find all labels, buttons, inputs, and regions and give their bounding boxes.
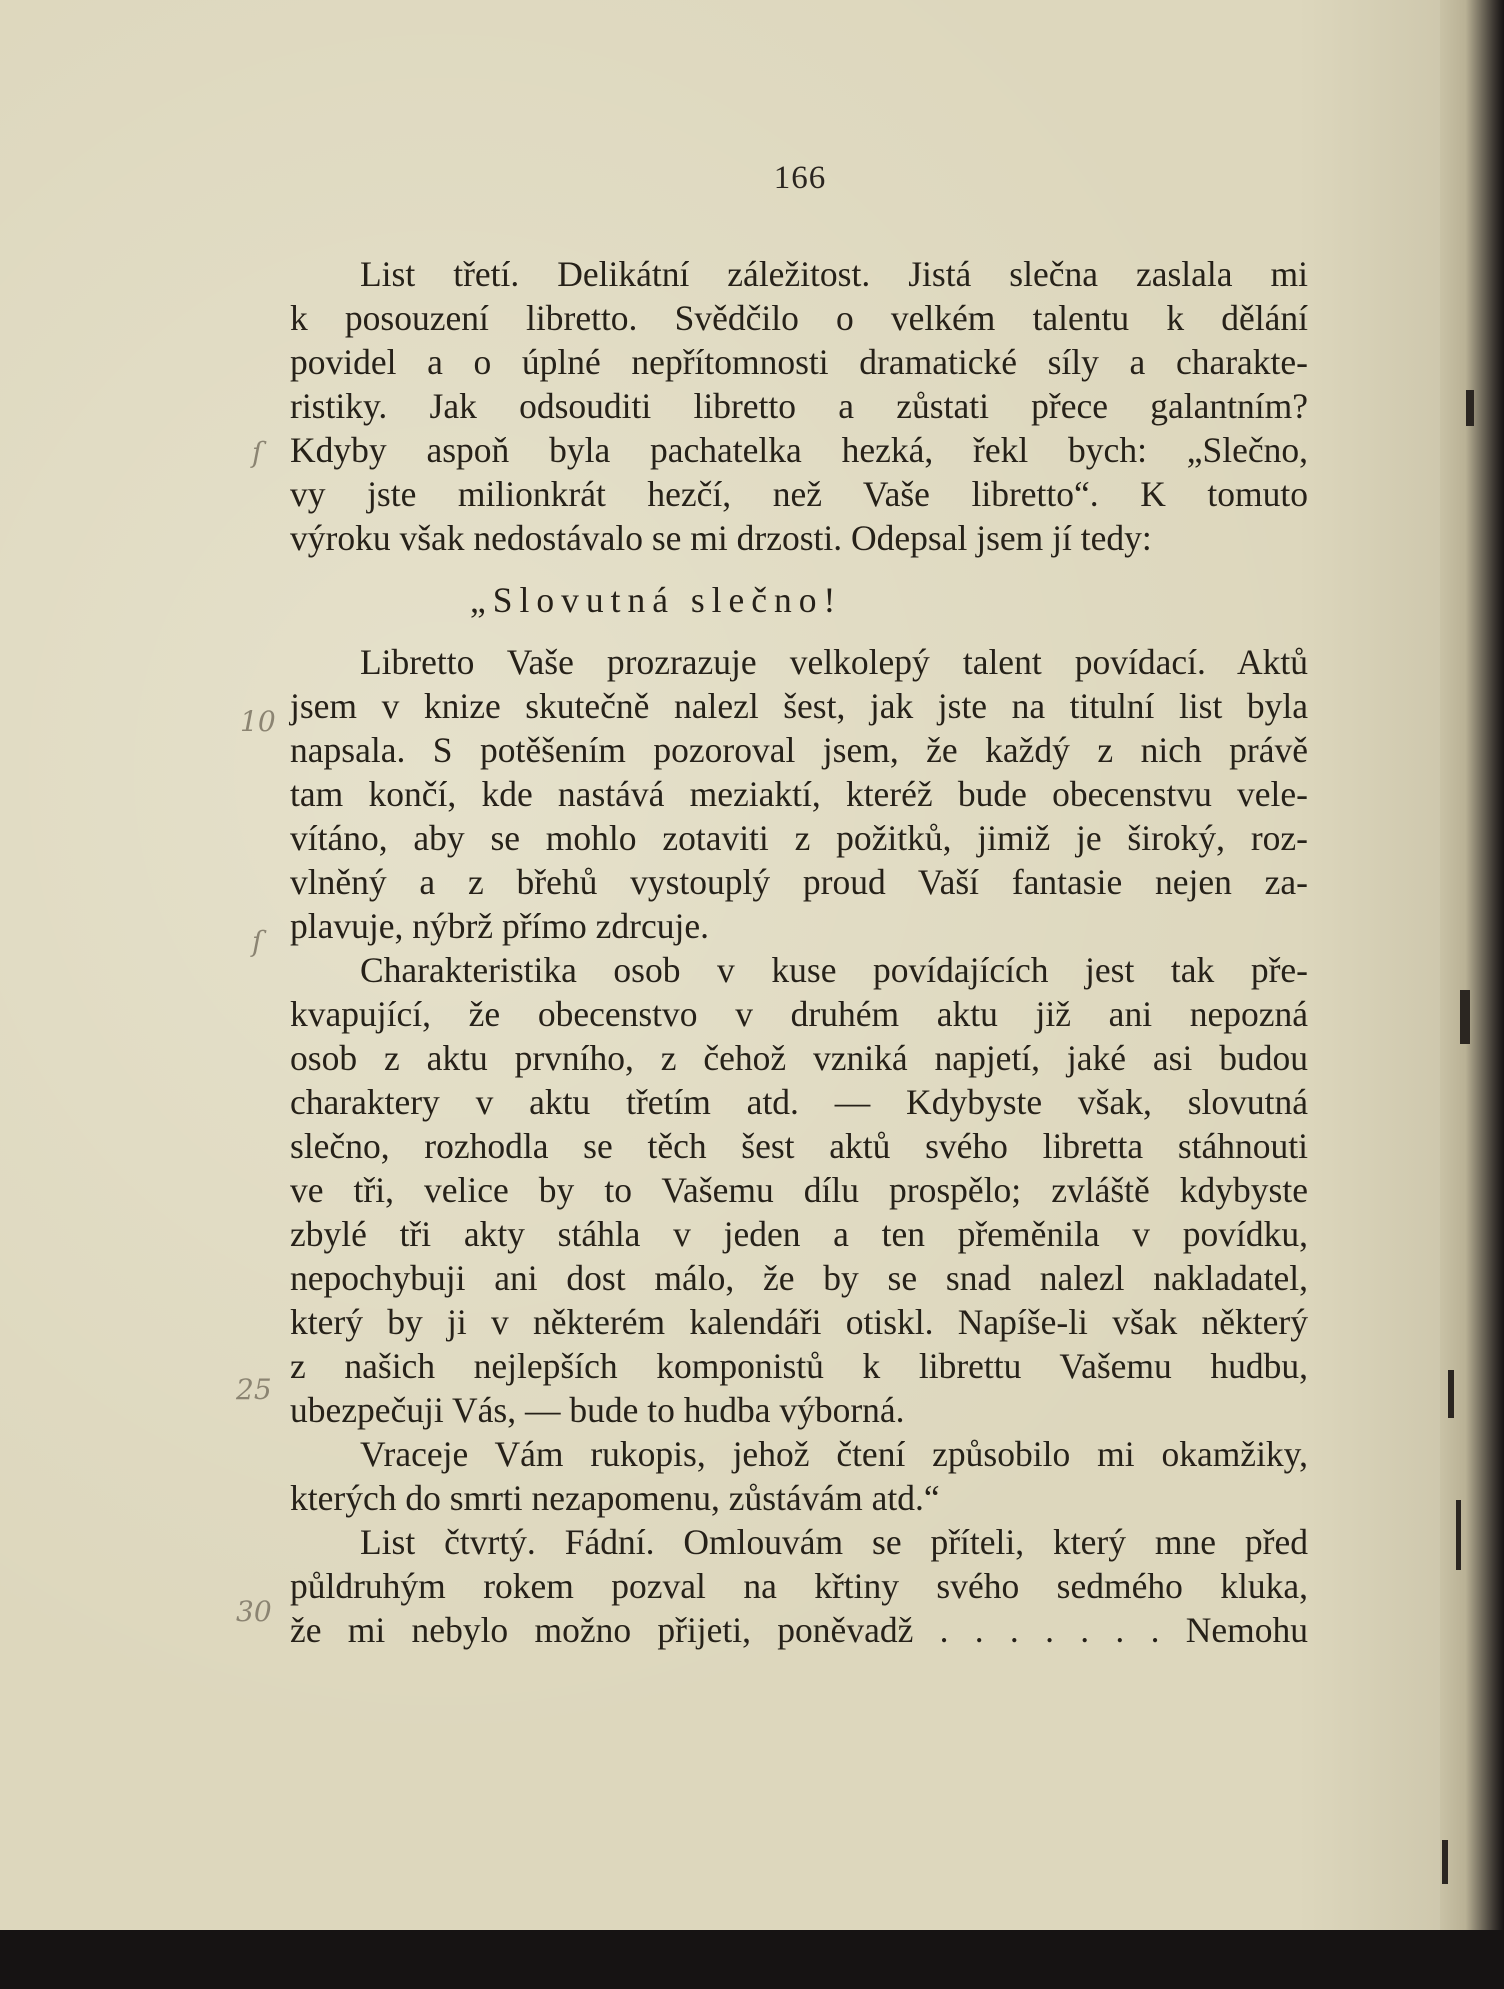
text-line: povidel a o úplné nepřítomnosti dramatické síly a charakte- [290, 342, 1308, 382]
spine-speck [1456, 1500, 1461, 1570]
paragraph-libretto [290, 640, 1308, 948]
margin-pencil-note: 25 [236, 1373, 272, 1406]
scan-bottom-shadow [0, 1930, 1504, 1989]
page-number: 166 [773, 160, 827, 196]
text-line: napsala. S potěšením pozoroval jsem, že každý z nich právě [290, 730, 1308, 770]
text-line: k posouzení libretto. Svědčilo o velkém talentu k dělání [290, 298, 1308, 338]
text-line: plavuje, nýbrž přímo zdrcuje. [290, 906, 709, 946]
text-line: kvapující, že obecenstvo v druhém aktu již ani nepozná [290, 994, 1308, 1034]
text-line: ve tři, velice by to Vašemu dílu prospělo; zvláště kdybyste [290, 1170, 1308, 1210]
spine-speck [1442, 1840, 1448, 1884]
margin-pencil-note: ſ [252, 925, 263, 958]
paragraph-characteristics [290, 948, 1308, 1432]
text-line: Vraceje Vám rukopis, jehož čtení způsobilo mi okamžiky, [360, 1434, 1308, 1474]
text-line: Charakteristika osob v kuse povídajících jest tak pře- [360, 950, 1308, 990]
text-line: výroku však nedostávalo se mi drzosti. Odepsal jsem jí tedy: [290, 518, 1152, 558]
text-line: tam končí, kde nastává meziaktí, kteréž bude obecenstvu vele- [290, 774, 1308, 814]
text-line: z našich nejlepších komponistů k librettu Vašemu hudbu, [290, 1346, 1308, 1386]
text-line: že mi nebylo možno přijeti, poněvadž . . . . . . . Nemohu [290, 1610, 1308, 1650]
text-line: kterých do smrti nezapomenu, zůstávám atd.“ [290, 1478, 940, 1518]
text-line: zbylé tři akty stáhla v jeden a ten přeměnila v povídku, [290, 1214, 1308, 1254]
text-line: který by ji v některém kalendáři otiskl. Napíše-li však některý [290, 1302, 1308, 1342]
text-line: List třetí. Delikátní záležitost. Jistá slečna zaslala mi [360, 254, 1308, 294]
book-spine-edge [1440, 0, 1504, 1989]
text-line: Kdyby aspoň byla pachatelka hezká, řekl bych: „Slečno, [290, 430, 1308, 470]
margin-pencil-note: ſ [252, 436, 263, 469]
text-line: slečno, rozhodla se těch šest aktů svého libretta stáhnouti [290, 1126, 1308, 1166]
text-line: vítáno, aby se mohlo zotaviti z požitků, jimiž je široký, roz- [290, 818, 1308, 858]
text-line: charaktery v aktu třetím atd. — Kdybyste však, slovutná [290, 1082, 1308, 1122]
paragraph-list-three [290, 252, 1308, 560]
text-line: ristiky. Jak odsouditi libretto a zůstati přece galantním? [290, 386, 1308, 426]
margin-pencil-note: 30 [236, 1595, 272, 1628]
letter-greeting: „Slovutná slečno! [470, 580, 843, 620]
paragraph-list-four [290, 1520, 1308, 1652]
text-line: půldruhým rokem pozval na křtiny svého sedmého kluka, [290, 1566, 1308, 1606]
text-line: nepochybuji ani dost málo, že by se snad nalezl nakladatel, [290, 1258, 1308, 1298]
text-line: osob z aktu prvního, z čehož vzniká napjetí, jaké asi budou [290, 1038, 1308, 1078]
spine-speck [1448, 1370, 1454, 1418]
page-body-text [290, 252, 1308, 1652]
spine-speck [1466, 390, 1474, 426]
spine-speck [1460, 990, 1470, 1044]
text-line: jsem v knize skutečně nalezl šest, jak jste na titulní list byla [290, 686, 1308, 726]
text-line: vy jste milionkrát hezčí, než Vaše libretto“. K tomuto [290, 474, 1308, 514]
paragraph-closing [290, 1432, 1308, 1520]
text-line: vlněný a z břehů vystouplý proud Vaší fantasie nejen za- [290, 862, 1308, 902]
text-line: List čtvrtý. Fádní. Omlouvám se příteli, který mne před [360, 1522, 1308, 1562]
text-line: ubezpečuji Vás, — bude to hudba výborná. [290, 1390, 905, 1430]
margin-pencil-note: 10 [240, 705, 276, 738]
text-line: Libretto Vaše prozrazuje velkolepý talent povídací. Aktů [360, 642, 1308, 682]
